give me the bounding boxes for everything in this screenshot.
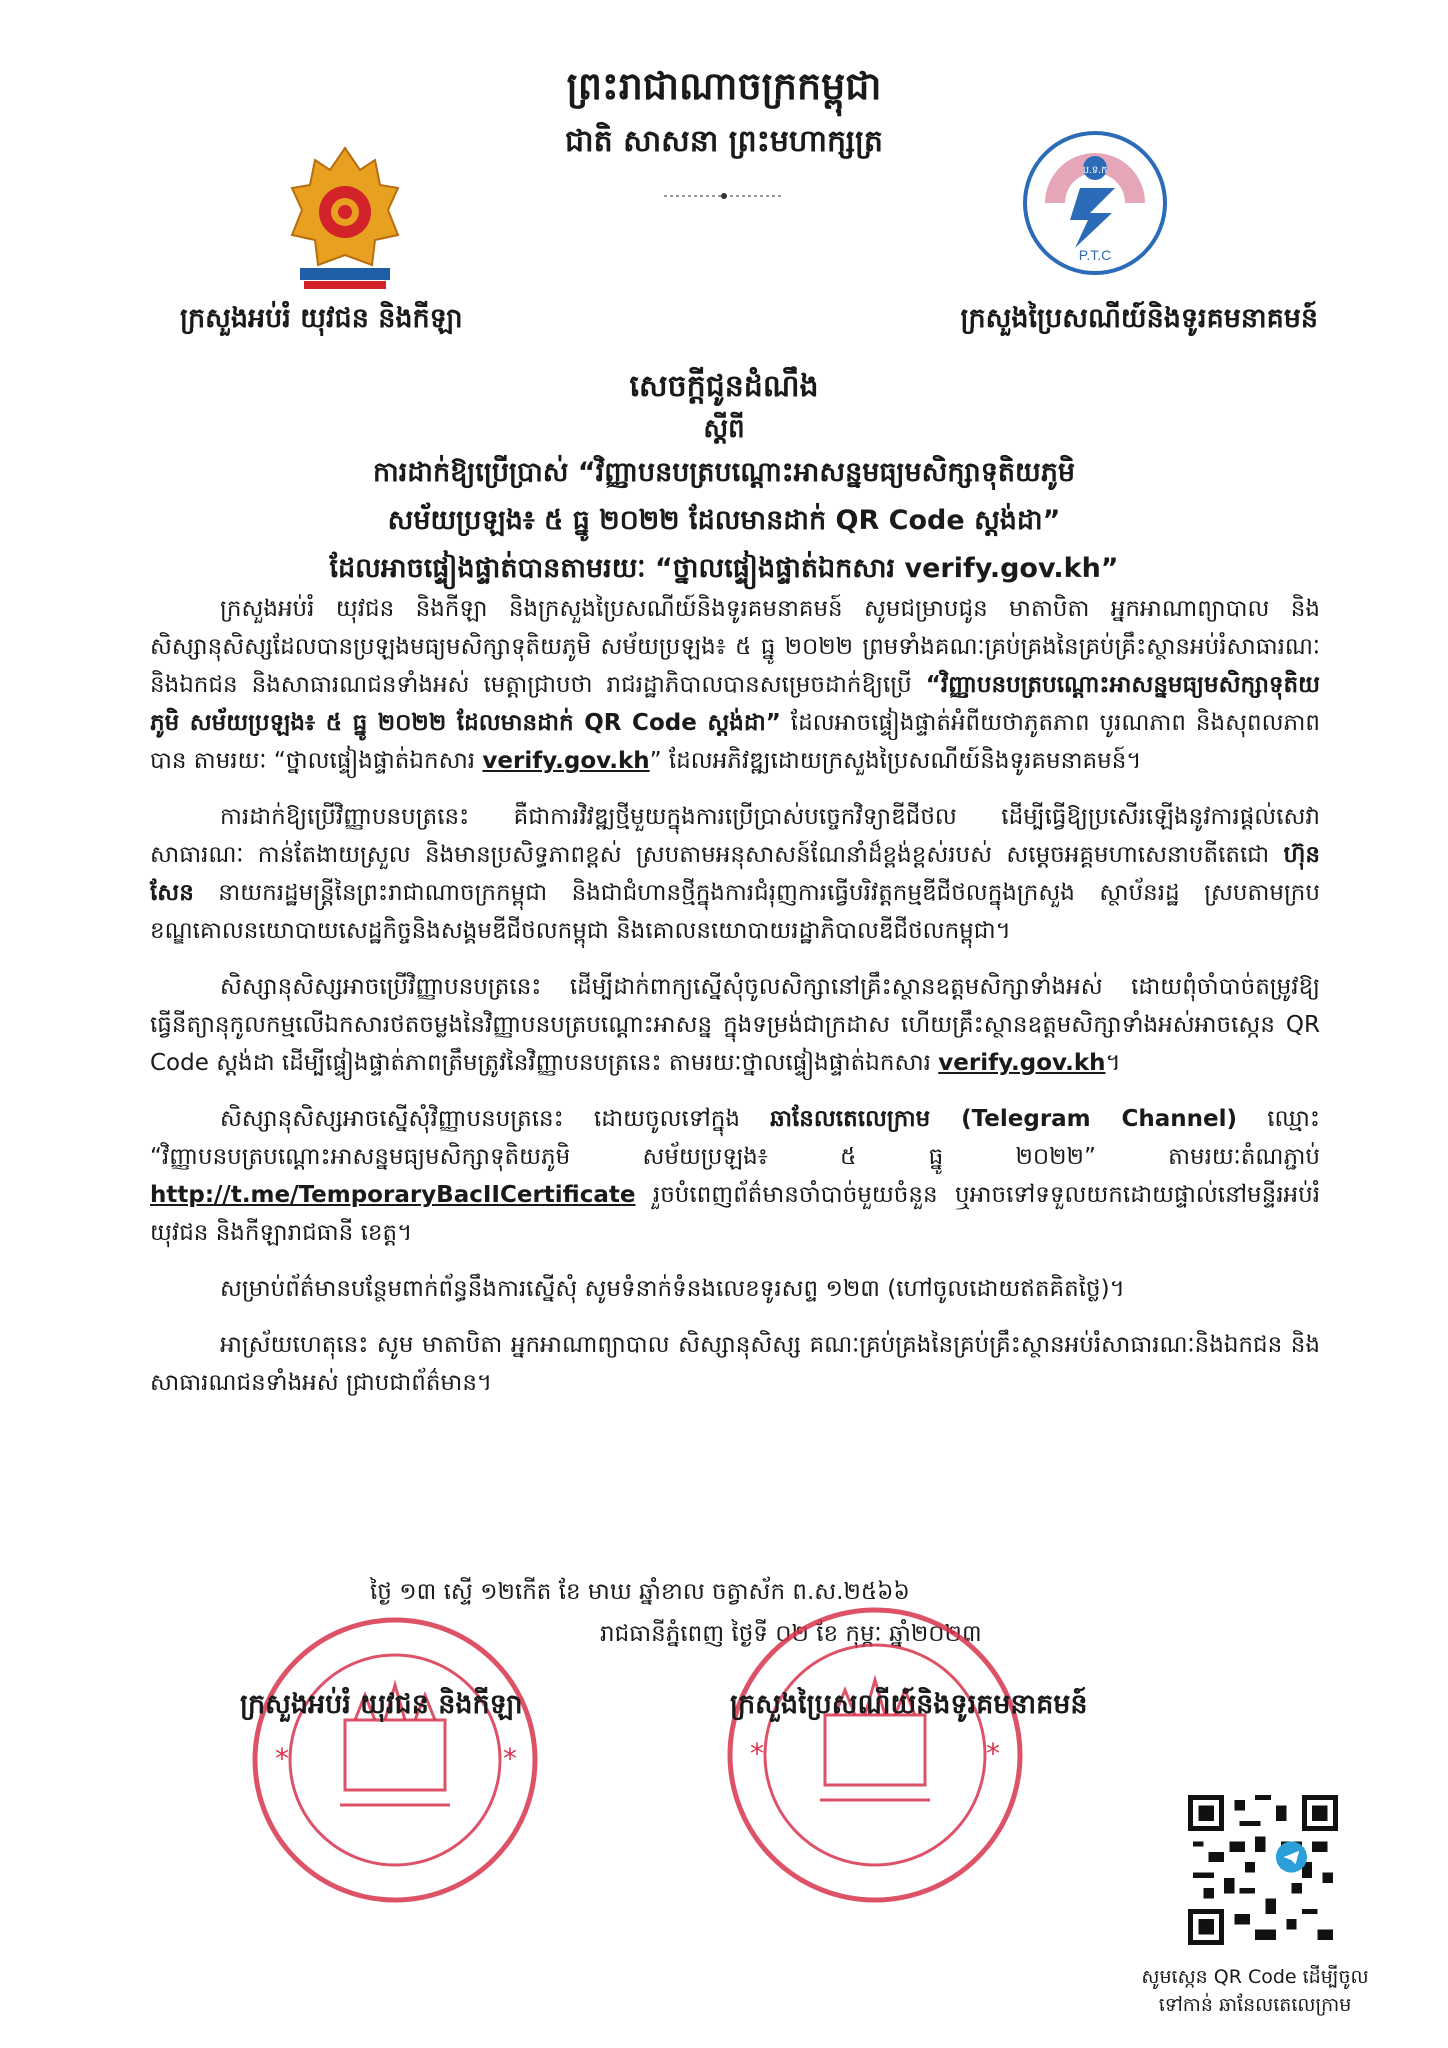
svg-text:*: *	[750, 1737, 764, 1770]
svg-text:*: *	[986, 1737, 1000, 1770]
verify-link-2[interactable]: verify.gov.kh	[938, 1050, 1106, 1076]
paragraph-2-text-a: ការដាក់ឱ្យប្រើវិញ្ញាបនបត្រនេះ គឺជាការវិវឌ្ឍថ្មីមួយក្នុងការប្រើប្រាស់បច្ចេកវិទ្យាឌីជីថល ដើម្បីធ្វើឱ្យប្រសើរឡើងនូវការផ្តល់សេវាសាធារណៈ កាន់តែងាយស្រួល និងមានប្រសិទ្ធភាពខ្ពស់ ស្របតាមអនុសាសន៍ណែនាំដ៏ខ្ពង់ខ្ពស់របស់ សម្តេចអគ្គមហាសេនាបតីតេជោ	[150, 804, 1320, 868]
notice-title: សេចក្តីជូនដំណឹង	[629, 369, 819, 404]
prime-minister-name: ហ៊ុន សែន	[150, 842, 1320, 906]
telegram-qr-code[interactable]	[1188, 1795, 1338, 1945]
notice-subject-label: ស្តីពី	[703, 414, 745, 444]
signature-ministry-right: ក្រសួងប្រៃសណីយ៍និងទូរគមនាគមន៍	[730, 1689, 1088, 1720]
paragraph-4-text-c: រួចបំពេញព័ត៌មានចាំបាច់មួយចំនួន ឬអាចទៅទទួលយកដោយផ្ទាល់នៅមន្ទីរអប់រំ យុវជន និងកីឡារាជធានី ខេត្ត។	[150, 1182, 1321, 1246]
svg-text:*: *	[503, 1742, 517, 1775]
moeys-seal-stamp-icon	[245, 1610, 545, 1910]
qr-caption	[1120, 1963, 1390, 2019]
paragraph-1-text-d: ” ដែលអភិវឌ្ឍដោយក្រសួងប្រៃសណីយ៍និងទូរគមនាគមន៍។	[649, 748, 1142, 774]
qr-caption-line-2: ទៅកាន់ ឆានែលតេលេក្រាម	[1158, 1994, 1352, 2016]
notice-body	[150, 590, 1320, 1420]
ornamental-divider-icon	[664, 190, 784, 202]
paragraph-2-text-b: នាយករដ្ឋមន្ត្រីនៃព្រះរាជាណាចក្រកម្ពុជា និងជាជំហានថ្មីក្នុងការជំរុញការធ្វើបរិវត្តកម្មឌីជីថលក្នុងក្រសួង ស្ថាប័នរដ្ឋ ស្របតាមក្របខណ្ឌគោលនយោបាយសេដ្ឋកិច្ចនិងសង្គមឌីជីថលកម្ពុជា និងគោលនយោបាយរដ្ឋាភិបាលឌីជីថលកម្ពុជា។	[150, 880, 1320, 944]
notice-subject-line-2: សម័យប្រឡង៖ ៥ ធ្នូ ២០២២ ដែលមានដាក់ QR Code ស្តង់ដា”	[387, 505, 1061, 536]
kingdom-heading: ព្រះរាជាណាចក្រកម្ពុជា	[566, 64, 882, 108]
ministry-name-right: ក្រសួងប្រៃសណីយ៍និងទូរគមនាគមន៍	[960, 303, 1318, 334]
ministry-name-left: ក្រសួងអប់រំ យុវជន និងកីឡា	[180, 303, 463, 334]
paragraph-5: សម្រាប់ព័ត៌មានបន្ថែមពាក់ព័ន្ធនឹងការស្នើសុំ សូមទំនាក់ទំនងលេខទូរសព្ទ ១២៣ (ហៅចូលដោយឥតគិតថ្លៃ)។	[220, 1276, 1125, 1302]
paragraph-3	[150, 968, 1320, 1082]
paragraph-6: អាស្រ័យហេតុនេះ សូម មាតាបិតា អ្នកអាណាព្យាបាល សិស្សានុសិស្ស គណៈគ្រប់គ្រងនៃគ្រប់គ្រឹះស្ថានអប់រំសាធារណៈនិងឯកជន និងសាធារណជនទាំងអស់ ជ្រាបជាព័ត៌មាន។	[150, 1332, 1320, 1396]
telegram-link[interactable]: http://t.me/TemporaryBacIICertificate	[150, 1182, 636, 1208]
paragraph-2	[150, 798, 1320, 950]
paragraph-4	[150, 1100, 1320, 1252]
ptc-logo-bottom-text: P.T.C	[1078, 247, 1112, 263]
solar-date: រាជធានីភ្នំពេញ ថ្ងៃទី ០២ ខែ កុម្ភៈ ឆ្នាំ២០២៣	[600, 1621, 982, 1647]
paragraph-3-text-a: សិស្សានុសិស្សអាចប្រើវិញ្ញាបនបត្រនេះ ដើម្បីដាក់ពាក្យស្នើសុំចូលសិក្សានៅគ្រឹះស្ថានឧត្តមសិក្សាទាំងអស់ ដោយពុំចាំបាច់តម្រូវឱ្យធ្វើនីត្យានុកូលកម្មលើឯកសារថតចម្លងនៃវិញ្ញាបនបត្របណ្តោះអាសន្ន ក្នុងទម្រង់ជាក្រដាស ហើយគ្រឹះស្ថានឧត្តមសិក្សាទាំងអស់អាចស្កេន QR Code ស្តង់ដា ដើម្បីផ្ទៀងផ្ទាត់ភាពត្រឹមត្រូវនៃវិញ្ញាបនបត្រនេះ តាមរយៈថ្នាលផ្ទៀងផ្ទាត់ឯកសារ	[150, 974, 1320, 1076]
qr-caption-line-1: សូមស្កេន QR Code ដើម្បីចូល	[1141, 1966, 1369, 1988]
paragraph-1-text-a: ក្រសួងអប់រំ យុវជន និងកីឡា និងក្រសួងប្រៃសណីយ៍និងទូរគមនាគមន៍ សូមជម្រាបជូន មាតាបិតា អ្នកអាណាព្យាបាល និងសិស្សានុសិស្សដែលបានប្រឡងមធ្យមសិក្សាទុតិយភូមិ សម័យប្រឡង៖ ៥ ធ្នូ ២០២២ ព្រមទាំងគណៈគ្រប់គ្រងនៃគ្រប់គ្រឹះស្ថានអប់រំសាធារណៈនិងឯកជន និងសាធារណជនទាំងអស់ មេត្តាជ្រាបថា រាជរដ្ឋាភិបាលបានសម្រេចដាក់ឱ្យប្រើ	[150, 596, 1320, 698]
paragraph-1-text-c: ដែលអាចផ្ទៀងផ្ទាត់អំពីយថាភូតភាព បូរណភាព និងសុពលភាពបាន តាមរយៈ “ថ្នាលផ្ទៀងផ្ទាត់ឯកសារ	[150, 710, 1320, 774]
paragraph-4-text-b: ឈ្មោះ “វិញ្ញាបនបត្របណ្តោះអាសន្នមធ្យមសិក្សាទុតិយភូមិ សម័យប្រឡង៖ ៥ ធ្នូ ២០២២” តាមរយៈតំណភ្ជាប់	[150, 1106, 1320, 1170]
national-motto: ជាតិ សាសនា ព្រះមហាក្សត្រ	[565, 124, 883, 159]
paragraph-4-text-a: សិស្សានុសិស្សអាចស្នើសុំវិញ្ញាបនបត្រនេះ ដោយចូលទៅក្នុង	[220, 1106, 740, 1132]
lunar-date: ថ្ងៃ ១៣ ស្ទើ ១២កើត ខែ មាឃ ឆ្នាំខាល ចត្វាស័ក ព.ស.២៥៦៦	[370, 1579, 910, 1605]
certificate-name-bold: “វិញ្ញាបនបត្របណ្តោះអាសន្នមធ្យមសិក្សាទុតិយភូមិ សម័យប្រឡង៖ ៥ ធ្នូ ២០២២ ដែលមានដាក់ QR Code ស្តង់ដា”	[150, 672, 1320, 736]
svg-text:*: *	[275, 1742, 289, 1775]
paragraph-1	[150, 590, 1320, 780]
verify-link-1[interactable]: verify.gov.kh	[482, 748, 650, 774]
ptc-seal-stamp-icon	[720, 1600, 1030, 1910]
notice-subject-line-1: ការដាក់ឱ្យប្រើប្រាស់ “វិញ្ញាបនបត្របណ្តោះអាសន្នមធ្យមសិក្សាទុតិយភូមិ	[372, 457, 1075, 488]
notice-title-block	[150, 365, 1298, 593]
ptc-logo-top-text: ប.ទ.ក	[1082, 165, 1108, 176]
notice-subject-line-3: ដែលអាចផ្ទៀងផ្ទាត់បានតាមរយៈ “ថ្នាលផ្ទៀងផ្ទាត់ឯកសារ verify.gov.kh”	[329, 553, 1119, 584]
signature-ministry-left: ក្រសួងអប់រំ យុវជន និងកីឡា	[240, 1689, 523, 1720]
telegram-channel-label: ឆានែលតេលេក្រាម (Telegram Channel)	[770, 1106, 1238, 1132]
paragraph-3-end: ។	[1105, 1050, 1121, 1076]
